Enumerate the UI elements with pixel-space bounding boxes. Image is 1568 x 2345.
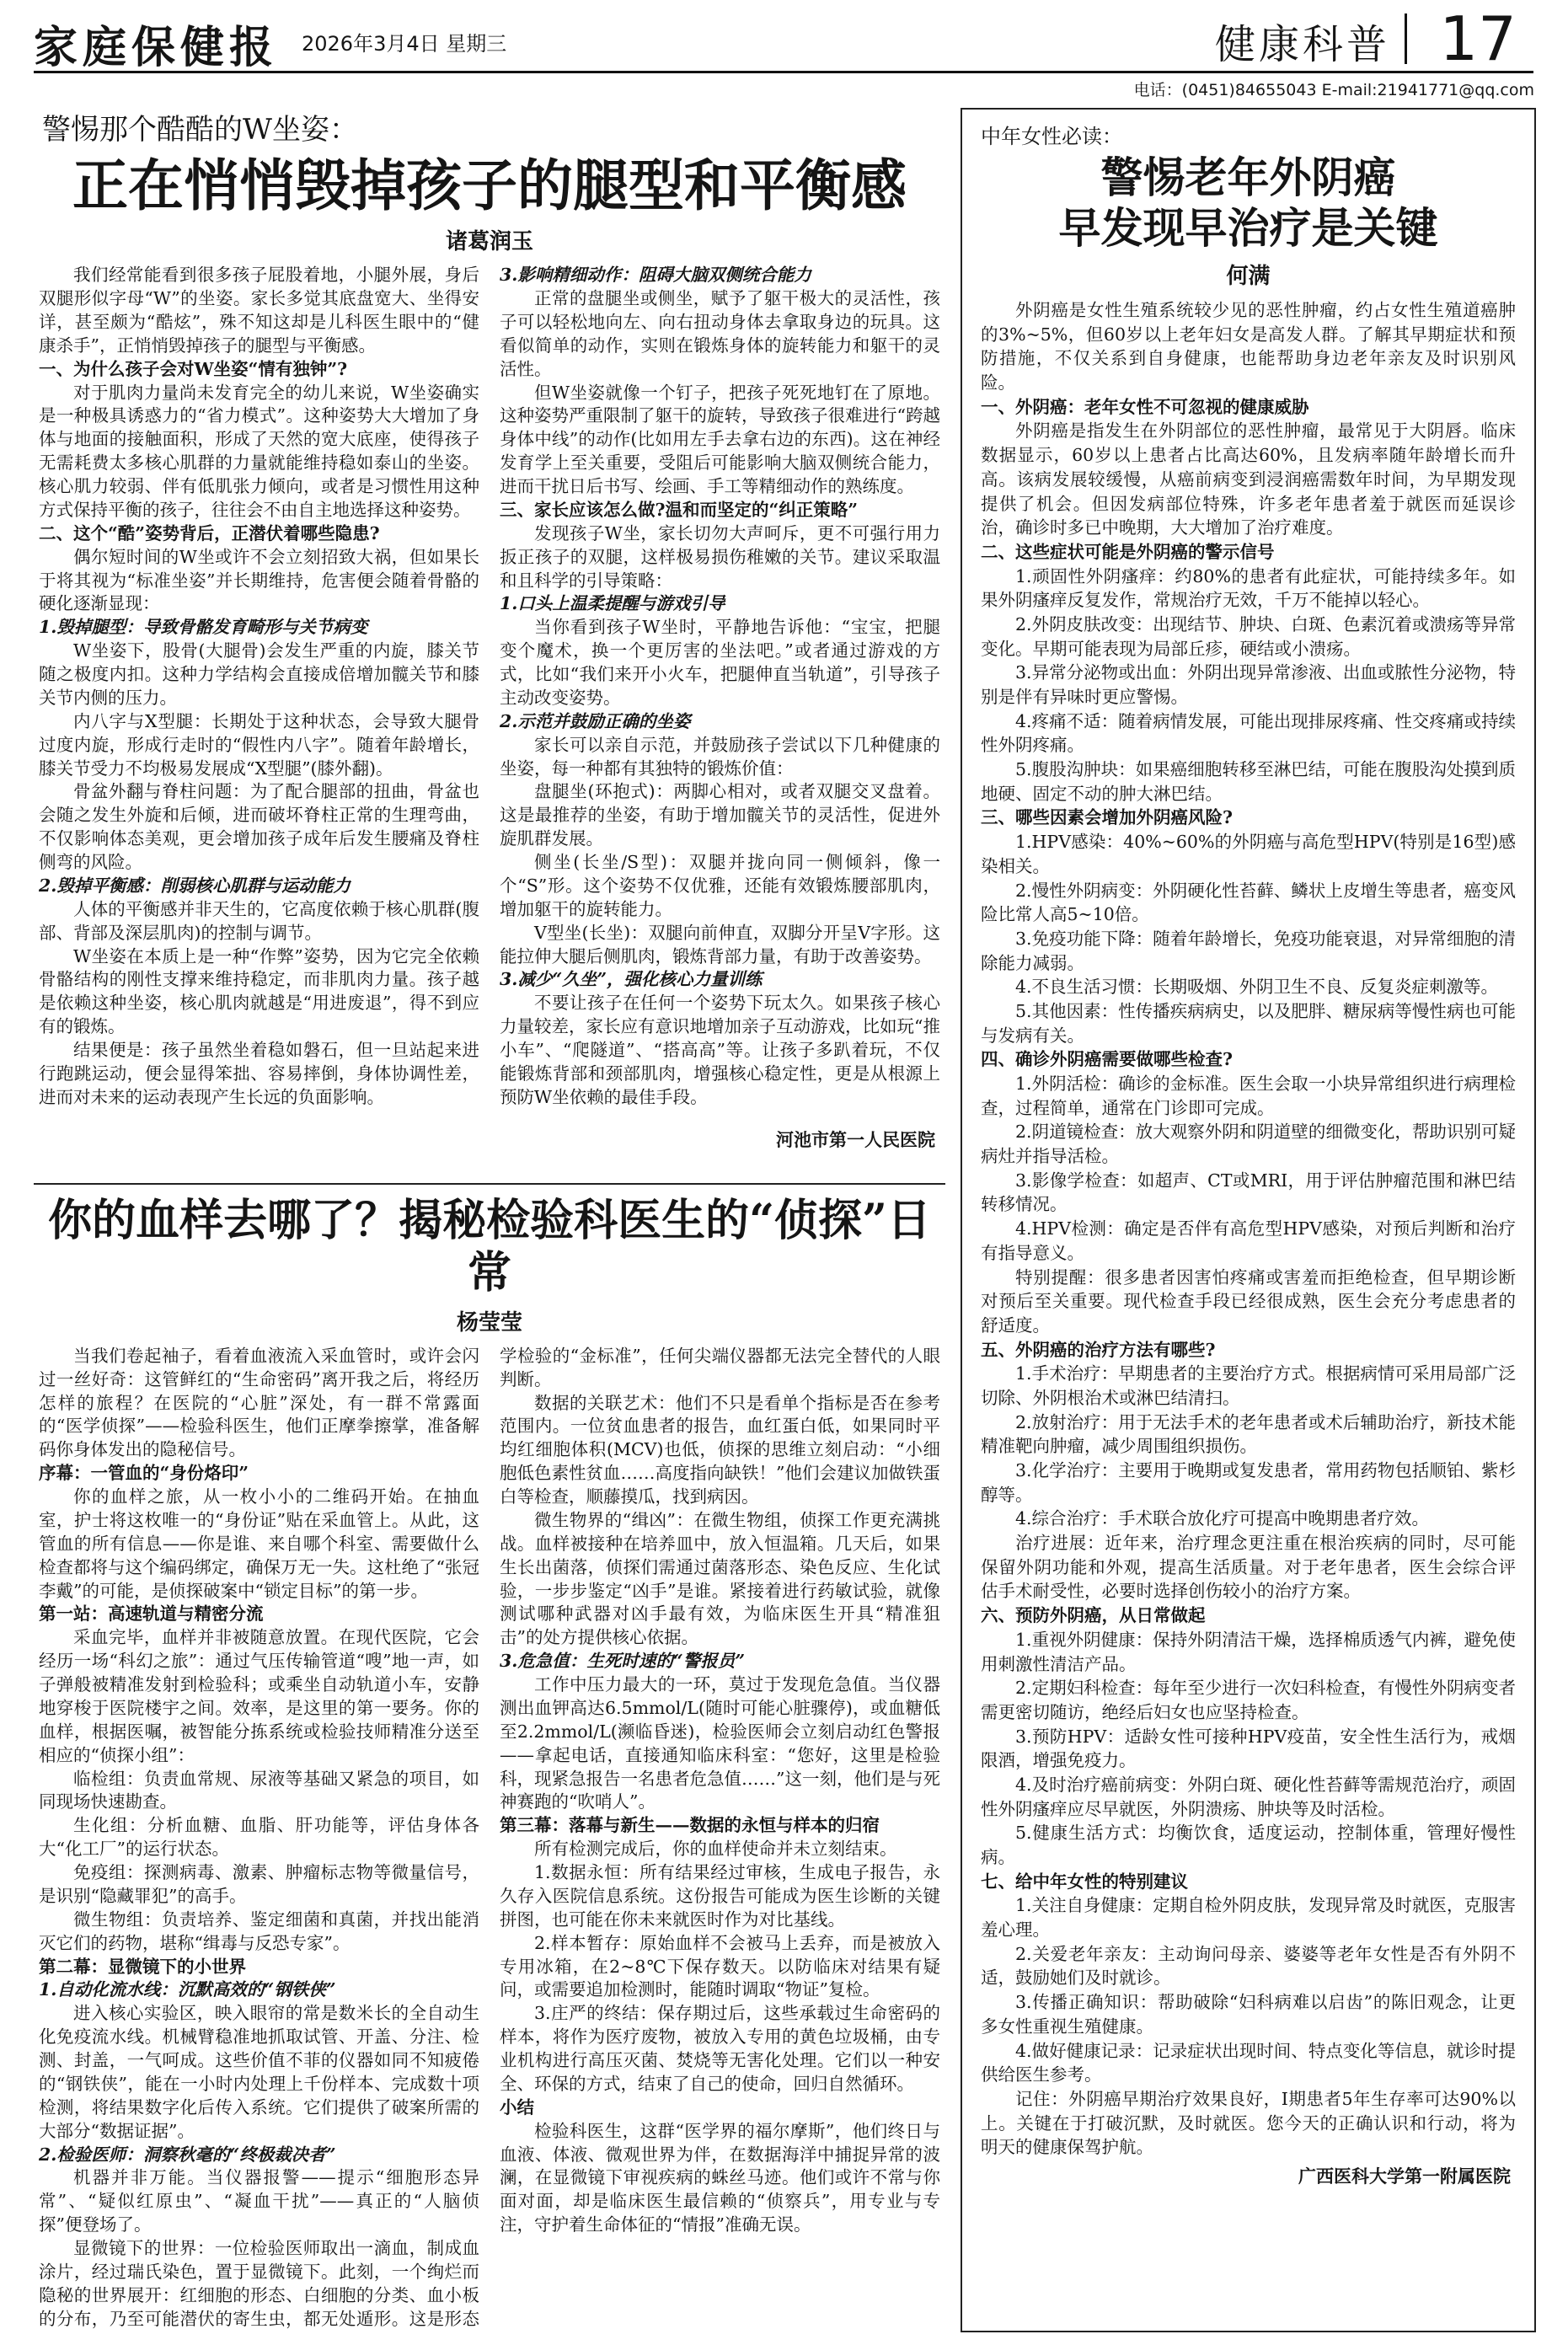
- section-heading: 二、这些症状可能是外阴癌的警示信号: [981, 541, 1275, 562]
- subsection-heading: 1.自动化流水线：沉默高效的“钢铁侠”: [39, 1979, 336, 2000]
- paragraph: 人体的平衡感并非天生的，它高度依赖于核心肌群(腹部、背部及深层肌肉)的控制与调节。: [39, 898, 479, 943]
- subsection-heading: 2.示范并鼓励正确的坐姿: [500, 710, 691, 731]
- paragraph: 3.免疫功能下降：随着年龄增长，免疫功能衰退，对异常细胞的清除能力减弱。: [981, 928, 1516, 973]
- paragraph: 结果便是：孩子虽然坐着稳如磐石，但一旦站起来进行跑跳运动，便会显得笨拙、容易摔倒，身体协调性差，进而对未来的运动表现产生长远的负面影响。: [39, 1040, 479, 1107]
- article-vulvar-cancer: [961, 108, 1536, 2332]
- paragraph: 记住：外阴癌早期治疗效果良好，I期患者5年生存率可达90%以上。关键在于打破沉默，及时就医。您今天的正确认识和行动，将为明天的健康保驾护航。: [981, 2088, 1516, 2158]
- masthead: [34, 3, 1533, 74]
- paragraph: 外阴癌是女性生殖系统较少见的恶性肿瘤，约占女性生殖道癌肿的3%~5%，但60岁以上老年妇女是高发人群。了解其早期症状和预防措施，不仅关系到自身健康，也能帮助身边老年亲友及时识别风险。: [981, 300, 1516, 394]
- paragraph: 生化组：分析血糖、血脂、肝功能等，评估身体各大“化工厂”的运行状态。: [39, 1815, 479, 1860]
- article-source: 河池市第一人民医院: [776, 1129, 935, 1151]
- paragraph: 4.不良生活习惯：长期吸烟、外阴卫生不良、反复炎症刺激等。: [1015, 977, 1499, 998]
- article-title-line-1: 警惕老年外阴癌: [1100, 153, 1396, 202]
- paragraph: 骨盆外翻与脊柱问题：为了配合腿部的扭曲，骨盆也会随之发生外旋和后倾，进而破坏脊柱正常的生理弯曲，不仅影响体态美观，更会增加孩子成年后发生腰痛及脊柱侧弯的风险。: [39, 781, 479, 873]
- paragraph: 1.数据永恒：所有结果经过审核，生成电子报告，永久存入医院信息系统。这份报告可能成为医生诊断的关键拼图，也可能在你未来就医时作为对比基线。: [500, 1862, 940, 1930]
- paragraph: 临检组：负责血常规、尿液等基础又紧急的项目，如同现场快速勘查。: [39, 1768, 479, 1812]
- paragraph: 4.HPV检测：确定是否伴有高危型HPV感染，对预后判断和治疗有指导意义。: [981, 1218, 1516, 1263]
- paragraph: 显微镜下的世界：一位检验医师取出一滴血，制成血涂片，经过瑞氏染色，置于显微镜下。此刻，一个绚烂而隐秘的世界展开：红细胞的形态、白细胞的分类、血小板的分布，乃至可能潜伏的寄生虫，都无处遁形。这是形态学检验的“金标准”，任何尖端仪器都无法完全替代的人眼判断。: [39, 1345, 940, 2329]
- paragraph: 2.阴道镜检查：放大观察外阴和阴道壁的细微变化，帮助识别可疑病灶并指导活检。: [981, 1122, 1516, 1167]
- paragraph: 当我们卷起袖子，看着血液流入采血管时，或许会闪过一丝好奇：这管鲜红的“生命密码”离开我之后，将经历怎样的旅程？在医院的“心脏”深处，有一群不常露面的“医学侦探”——检验科医生，他们正摩拳擦掌，准备解码你身体发出的隐秘信号。: [39, 1345, 479, 1460]
- paragraph: 当你看到孩子W坐时，平静地告诉他：“宝宝，把腿变个魔术，换一个更厉害的坐法吧。”或者通过游戏的方式，比如“我们来开小火车，把腿伸直当轨道”，引导孩子主动改变姿势。: [500, 617, 940, 708]
- paragraph: 侧坐(长坐/S型)：双腿并拢向同一侧倾斜，像一个“S”形。这个姿势不仅优雅，还能有效锻炼腰部肌肉，增加躯干的旋转能力。: [500, 852, 940, 919]
- paragraph: 检验科医生，这群“医学界的福尔摩斯”，他们终日与血液、体液、微观世界为伴，在数据海洋中捕捉异常的波澜，在显微镜下审视疾病的蛛丝马迹。他们或许不常与你面对面，却是临床医生最信赖的“侦察兵”，用专业与专注，守护着生命体征的“情报”准确无误。: [500, 2120, 940, 2235]
- article-kicker: 中年女性必读：: [981, 125, 1122, 148]
- paragraph: 5.腹股沟肿块：如果癌细胞转移至淋巴结，可能在腹股沟处摸到质地硬、固定不动的肿大淋巴结。: [981, 759, 1516, 804]
- section-heading: 七、给中年女性的特别建议: [981, 1871, 1188, 1892]
- paragraph: V型坐(长坐)：双腿向前伸直，双脚分开呈V字形。这能拉伸大腿后侧肌肉，锻炼背部力量，有助于改善姿势。: [500, 922, 940, 966]
- paragraph: 微生物界的“缉凶”：在微生物组，侦探工作更充满挑战。血样被接种在培养皿中，放入恒温箱。几天后，如果生长出菌落，侦探们需通过菌落形态、染色反应、生化试验，一步步鉴定“凶手”是谁。紧接着进行药敏试验，就像测试哪种武器对凶手最有效，为临床医生开具“精准狙击”的处方提供核心依据。: [500, 1509, 940, 1648]
- paragraph: 1.HPV感染：40%~60%的外阴癌与高危型HPV(特别是16型)感染相关。: [981, 832, 1516, 876]
- subsection-heading: 3.危急值：生死时速的“警报员”: [500, 1651, 745, 1672]
- section-heading: 序幕：一管血的“身份烙印”: [39, 1463, 249, 1484]
- section-heading: 第一站：高速轨道与精密分流: [39, 1603, 264, 1625]
- paragraph: 对于肌肉力量尚未发育完全的幼儿来说，W坐姿确实是一种极具诱惑力的“省力模式”。这种姿势大大增加了身体与地面的接触面积，形成了天然的宽大底座，使得孩子无需耗费太多核心肌群的力量就能维持稳如泰山的坐姿。核心肌力较弱、伴有低肌张力倾向，或者是习惯性用这种方式保持平衡的孩子，往往会不由自主地选择这种姿势。: [39, 382, 479, 520]
- paragraph: 4.综合治疗：手术联合放化疗可提高中晚期患者疗效。: [1015, 1508, 1430, 1529]
- subsection-heading: 3.影响精细动作：阻碍大脑双侧统合能力: [500, 265, 811, 286]
- paragraph: 家长可以亲自示范，并鼓励孩子尝试以下几种健康的坐姿，每一种都有其独特的锻炼价值：: [500, 734, 940, 779]
- paragraph: 4.疼痛不适：随着病情发展，可能出现排尿疼痛、性交疼痛或持续性外阴疼痛。: [981, 710, 1516, 756]
- article-body: [39, 1345, 940, 2334]
- paragraph: 3.预防HPV：适龄女性可接种HPV疫苗，安全性生活行为，戒烟限酒，增强免疫力。: [981, 1726, 1516, 1771]
- paragraph: 我们经常能看到很多孩子屁股着地，小腿外展，身后双腿形似字母“W”的坐姿。家长多觉其底盘宽大、坐得安详，甚至颇为“酷炫”，殊不知这却是儿科医生眼中的“健康杀手”，正悄悄毁掉孩子的腿型与平衡感。: [39, 265, 479, 356]
- paragraph: 4.做好健康记录：记录症状出现时间、特点变化等信息，就诊时提供给医生参考。: [981, 2040, 1516, 2085]
- article-body: [981, 298, 1516, 2160]
- paragraph: 正常的盘腿坐或侧坐，赋予了躯干极大的灵活性，孩子可以轻松地向左、向右扭动身体去拿取身边的玩具。这看似简单的动作，实则在锻炼身体的旋转能力和躯干的灵活性。: [500, 288, 940, 379]
- paragraph: 1.手术治疗：早期患者的主要治疗方式。根据病情可采用局部广泛切除、外阴根治术或淋巴结清扫。: [981, 1363, 1516, 1408]
- paragraph: W坐姿在本质上是一种“作弊”姿势，因为它完全依赖骨骼结构的刚性支撑来维持稳定，而非肌肉力量。孩子越是依赖这种坐姿，核心肌肉就越是“用进废退”，得不到应有的锻炼。: [39, 945, 479, 1037]
- paragraph: 你的血样之旅，从一枚小小的二维码开始。在抽血室，护士将这枚唯一的“身份证”贴在采血管上。从此，这管血的所有信息——你是谁、来自哪个科室、需要做什么检查都将与这个编码绑定，确保万无一失。这杜绝了“张冠李戴”的可能，是侦探破案中“锁定目标”的第一步。: [39, 1486, 479, 1601]
- paragraph: 发现孩子W坐，家长切勿大声呵斥，更不可强行用力扳正孩子的双腿，这样极易损伤稚嫩的关节。建议采取温和且科学的引导策略：: [500, 522, 940, 591]
- paragraph: 3.影像学检查：如超声、CT或MRI，用于评估肿瘤范围和淋巴结转移情况。: [981, 1170, 1516, 1215]
- paragraph: 进入核心实验区，映入眼帘的常是数米长的全自动生化免疫流水线。机械臂稳准地抓取试管、开盖、分注、检测、封盖，一气呵成。这些价值不菲的仪器如同不知疲倦的“钢铁侠”，能在一小时内处理上千份样本、完成数十项检测，将结果数字化后传入系统。它们提供了破案所需的大部分“数据证据”。: [39, 2003, 479, 2141]
- paragraph: 所有检测完成后，你的血样使命并未立刻结束。: [534, 1839, 897, 1860]
- paragraph: 3.异常分泌物或出血：外阴出现异常渗液、出血或脓性分泌物，特别是伴有异味时更应警惕。: [981, 662, 1516, 707]
- divider: [34, 1183, 945, 1185]
- paragraph: 治疗进展：近年来，治疗理念更注重在根治疾病的同时，尽可能保留外阴功能和外观，提高生活质量。对于老年患者，医生会综合评估手术耐受性，必要时选择创伤较小的治疗方案。: [981, 1533, 1516, 1602]
- subsection-heading: 1.毁掉腿型：导致骨骼发育畸形与关节病变: [39, 617, 368, 638]
- section-heading: 五、外阴癌的治疗方法有哪些?: [981, 1339, 1216, 1360]
- paragraph: 2.外阴皮肤改变：出现结节、肿块、白斑、色素沉着或溃疡等异常变化。早期可能表现为局部丘疹，硬结或小溃疡。: [981, 613, 1516, 659]
- section-heading: 小结: [500, 2096, 534, 2117]
- article-author: 诸葛润玉: [445, 229, 533, 255]
- paragraph: 5.其他因素：性传播疾病病史，以及肥胖、糖尿病等慢性病也可能与发病有关。: [981, 1000, 1516, 1046]
- article-body: [39, 264, 940, 1123]
- page-separator: [1405, 13, 1407, 64]
- paragraph: 不要让孩子在任何一个姿势下玩太久。如果孩子核心力量较差，家长应有意识地增加亲子互动游戏，比如玩“推小车”、“爬隧道”、“搭高高”等。让孩子多趴着玩，不仅能锻炼背部和颈部肌肉，增强核心稳定性，更是从根源上预防W坐依赖的最佳手段。: [500, 993, 940, 1107]
- section-heading: 第三幕：落幕与新生——数据的永恒与样本的归宿: [500, 1815, 880, 1836]
- paragraph: 2.关爱老年亲友：主动询问母亲、婆婆等老年女性是否有外阴不适，鼓励她们及时就诊。: [981, 1943, 1516, 1989]
- page-number: 17: [1439, 3, 1517, 74]
- issue-date: 2026年3月4日 星期三: [302, 32, 507, 56]
- article-title: 正在悄悄毁掉孩子的腿型和平衡感: [72, 153, 907, 218]
- paper-name: 家庭保健报: [34, 22, 279, 73]
- article-title-line-2: 早发现早治疗是关键: [1058, 203, 1438, 253]
- paragraph: 内八字与X型腿：长期处于这种状态，会导致大腿骨过度内旋，形成行走时的“假性内八字”。随着年龄增长，膝关节受力不均极易发展成“X型腿”(膝外翻)。: [39, 710, 479, 779]
- paragraph: 特别提醒：很多患者因害怕疼痛或害羞而拒绝检查，但早期诊断对预后至关重要。现代检查手段已经很成熟，医生会充分考虑患者的舒适度。: [981, 1266, 1516, 1336]
- paragraph: 2.放射治疗：用于无法手术的老年患者或术后辅助治疗，新技术能精准靶向肿瘤，减少周围组织损伤。: [981, 1411, 1516, 1457]
- paragraph: 2.定期妇科检查：每年至少进行一次妇科检查，有慢性外阴病变者需更密切随访，绝经后妇女也应坚持检查。: [981, 1678, 1516, 1722]
- section-name: 健康科普: [1214, 21, 1390, 68]
- paragraph: 1.顽固性外阴瘙痒：约80%的患者有此症状，可能持续多年。如果外阴瘙痒反复发作，常规治疗无效，千万不能掉以轻心。: [981, 565, 1516, 611]
- article-w-sitting: [39, 106, 940, 1178]
- paragraph: 3.庄严的终结：保存期过后，这些承载过生命密码的样本，将作为医疗废物，被放入专用的黄色垃圾桶，由专业机构进行高压灭菌、焚烧等无害化处理。它们以一种安全、环保的方式，结束了自己的使命，回归自然循环。: [500, 2003, 940, 2094]
- paragraph: 3.化学治疗：主要用于晚期或复发患者，常用药物包括顺铂、紫杉醇等。: [981, 1460, 1516, 1505]
- paragraph: 盘腿坐(环抱式)：两脚心相对，或者双腿交叉盘着。这是最推荐的坐姿，有助于增加髋关节的灵活性，促进外旋肌群发展。: [500, 781, 940, 849]
- paragraph: 2.样本暂存：原始血样不会被马上丢弃，而是被放入专用冰箱，在2~8℃下保存数天。以防临床对结果有疑问，或需要追加检测时，能随时调取“物证”复检。: [500, 1932, 940, 2000]
- paragraph: 2.慢性外阴病变：外阴硬化性苔藓、鳞状上皮增生等患者，癌变风险比常人高5~10倍。: [981, 880, 1516, 925]
- paragraph: W坐姿下，股骨(大腿骨)会发生严重的内旋，膝关节随之极度内扣。这种力学结构会直接成倍增加髋关节和膝关节内侧的压力。: [39, 640, 479, 708]
- subsection-heading: 1.口头上温柔提醒与游戏引导: [500, 593, 725, 614]
- article-author: 杨莹莹: [456, 1309, 522, 1336]
- paragraph: 1.关注自身健康：定期自检外阴皮肤，发现异常及时就医，克服害羞心理。: [981, 1895, 1516, 1941]
- section-heading: 一、外阴癌：老年女性不可忽视的健康威胁: [981, 396, 1309, 417]
- article-author: 何满: [1226, 264, 1271, 289]
- paragraph: 数据的关联艺术：他们不只是看单个指标是否在参考范围内。一位贫血患者的报告，血红蛋白低，如果同时平均红细胞体积(MCV)也低，侦探的思维立刻启动：“小细胞低色素性贫血……高度指向缺铁！”他们会建议加做铁蛋白等检查，顺藤摸瓜，找到病因。: [500, 1392, 940, 1507]
- paragraph: 偶尔短时间的W坐或许不会立刻招致大祸，但如果长于将其视为“标准坐姿”并长期维持，危害便会随着骨骼的硬化逐渐显现：: [39, 546, 479, 614]
- paragraph: 但W坐姿就像一个钉子，把孩子死死地钉在了原地。这种姿势严重限制了躯干的旋转，导致孩子很难进行“跨越身体中线”的动作(比如用左手去拿右边的东西)。这在神经发育学上至关重要，受阻后可能影响大脑双侧统合能力，进而干扰日后书写、绘画、手工等精细动作的熟练度。: [500, 382, 940, 497]
- section-heading: 第二幕：显微镜下的小世界: [39, 1956, 246, 1977]
- article-title: 你的血样去哪了？揭秘检验科医生的“侦探”日常: [48, 1195, 931, 1299]
- contact-info: 电话：(0451)84655043 E-mail:21941771@qq.com: [1133, 81, 1534, 99]
- paragraph: 采血完毕，血样并非被随意放置。在现代医院，它会经历一场“科幻之旅”：通过气压传输管道“嗖”地一声，如子弹般被精准发射到检验科；或乘坐自动轨道小车，安静地穿梭于医院楼宇之间。效率，是这里的第一要务。你的血样，根据医嘱，被智能分拣系统或检验技师精准分送至相应的“侦探小组”：: [39, 1627, 479, 1765]
- section-heading: 一、为什么孩子会对W坐姿“情有独钟”?: [39, 358, 348, 379]
- section-heading: 三、哪些因素会增加外阴癌风险?: [981, 807, 1234, 828]
- subsection-heading: 3.减少“久坐”，强化核心力量训练: [500, 969, 763, 990]
- paragraph: 外阴癌是指发生在外阴部位的恶性肿瘤，最常见于大阴唇。临床数据显示，60岁以上患者占比高达60%，且发病率随年龄增长而升高。该病发展较缓慢，从癌前病变到浸润癌需数年时间，为早期发现提供了机会。但因发病部位特殊，许多老年患者羞于就医而延误诊治，确诊时多已中晚期，大大增加了治疗难度。: [981, 420, 1516, 538]
- paragraph: 微生物组：负责培养、鉴定细菌和真菌，并找出能消灭它们的药物，堪称“缉毒与反恐专家”。: [39, 1909, 479, 1953]
- subsection-heading: 2.毁掉平衡感：削弱核心肌群与运动能力: [39, 875, 351, 896]
- paragraph: 1.重视外阴健康：保持外阴清洁干燥，选择棉质透气内裤，避免使用刺激性清洁产品。: [981, 1629, 1516, 1674]
- section-heading: 二、这个“酷”姿势背后，正潜伏着哪些隐患?: [39, 522, 380, 543]
- section-heading: 三、家长应该怎么做?温和而坚定的“纠正策略”: [500, 499, 859, 520]
- paragraph: 5.健康生活方式：均衡饮食，适度运动，控制体重，管理好慢性病。: [981, 1823, 1516, 1867]
- paragraph: 工作中压力最大的一环，莫过于发现危急值。当仪器测出血钾高达6.5mmol/L(随时可能心脏骤停)，或血糖低至2.2mmol/L(濒临昏迷)，检验医师会立刻启动红色警报——拿起电话，直接通知临床科室：“您好，这里是检验科，现紧急报告一名患者危急值……”这一刻，他们是与死神赛跑的“吹哨人”。: [500, 1674, 940, 1812]
- paragraph: 4.及时治疗癌前病变：外阴白斑、硬化性苔藓等需规范治疗，顽固性外阴瘙痒应尽早就医，外阴溃疡、肿块等及时活检。: [981, 1774, 1516, 1819]
- paragraph: 1.外阴活检：确诊的金标准。医生会取一小块异常组织进行病理检查，过程简单，通常在门诊即可完成。: [981, 1073, 1516, 1118]
- paragraph: 机器并非万能。当仪器报警——提示“细胞形态异常”、“疑似红原虫”、“凝血干扰”——真正的“人脑侦探”便登场了。: [39, 2167, 479, 2235]
- section-heading: 六、预防外阴癌，从日常做起: [981, 1605, 1206, 1626]
- section-heading: 四、确诊外阴癌需要做哪些检查?: [981, 1049, 1234, 1070]
- paragraph: 3.传播正确知识：帮助破除“妇科病难以启齿”的陈旧观念，让更多女性重视生殖健康。: [981, 1992, 1516, 2037]
- article-blood-sample: [39, 1188, 940, 2334]
- paragraph: 免疫组：探测病毒、激素、肿瘤标志物等微量信号，是识别“隐藏罪犯”的高手。: [39, 1862, 479, 1906]
- article-source: 广西医科大学第一附属医院: [1298, 2165, 1511, 2187]
- subsection-heading: 2.检验医师：洞察秋毫的“终极裁决者”: [39, 2144, 336, 2165]
- article-kicker: 警惕那个酷酷的W坐姿：: [42, 113, 358, 147]
